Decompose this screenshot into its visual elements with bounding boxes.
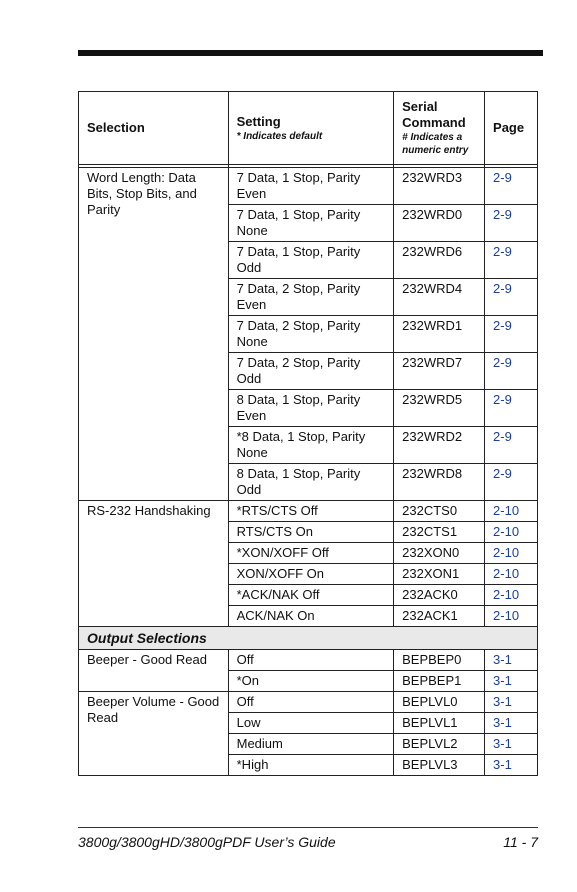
footer-guide-title: 3800g/3800gHD/3800gPDF User’s Guide <box>78 834 336 850</box>
page-link[interactable]: 3-1 <box>493 673 512 688</box>
section-title: Output Selections <box>79 627 538 650</box>
page-link[interactable]: 2-9 <box>493 466 512 481</box>
serial-command-cell: 232WRD4 <box>394 279 485 316</box>
serial-command-cell: 232XON0 <box>394 543 485 564</box>
setting-cell: *High <box>228 755 394 776</box>
serial-command-cell: BEPBEP0 <box>394 650 485 671</box>
setting-cell: 8 Data, 1 Stop, Parity Odd <box>228 464 394 501</box>
page-link[interactable]: 3-1 <box>493 715 512 730</box>
page-link[interactable]: 3-1 <box>493 652 512 667</box>
page-cell <box>485 168 538 205</box>
serial-command-cell: 232XON1 <box>394 564 485 585</box>
page-cell <box>485 755 538 776</box>
header-setting: Setting * Indicates default <box>228 92 394 165</box>
setting-cell: 7 Data, 2 Stop, Parity Odd <box>228 353 394 390</box>
serial-command-cell: BEPLVL2 <box>394 734 485 755</box>
setting-cell: Medium <box>228 734 394 755</box>
footer-page-number: 11 - 7 <box>503 834 538 850</box>
page-link[interactable]: 3-1 <box>493 736 512 751</box>
serial-command-cell: 232CTS0 <box>394 501 485 522</box>
serial-command-cell: BEPLVL3 <box>394 755 485 776</box>
page-link[interactable]: 2-10 <box>493 503 520 518</box>
serial-command-cell: 232WRD6 <box>394 242 485 279</box>
selection-cell: Word Length: Data Bits, Stop Bits, and Parity <box>79 168 229 501</box>
page-link[interactable]: 2-9 <box>493 355 512 370</box>
page-link[interactable]: 2-9 <box>493 429 512 444</box>
page-cell <box>485 692 538 713</box>
selection-cell: RS-232 Handshaking <box>79 501 229 627</box>
setting-cell: *On <box>228 671 394 692</box>
page-link[interactable]: 2-10 <box>493 608 520 623</box>
page-cell <box>485 464 538 501</box>
setting-cell: 7 Data, 2 Stop, Parity Even <box>228 279 394 316</box>
setting-cell: Off <box>228 650 394 671</box>
header-page: Page <box>485 92 538 165</box>
header-serial-command: Serial Command # Indicates a numeric entry <box>394 92 485 165</box>
setting-cell: XON/XOFF On <box>228 564 394 585</box>
serial-command-cell: BEPBEP1 <box>394 671 485 692</box>
table-row <box>79 692 538 713</box>
page-link[interactable]: 2-10 <box>493 545 520 560</box>
serial-command-cell: 232WRD5 <box>394 390 485 427</box>
setting-cell: 8 Data, 1 Stop, Parity Even <box>228 390 394 427</box>
page-cell <box>485 316 538 353</box>
table-row <box>79 168 538 205</box>
page-cell <box>485 390 538 427</box>
page-cell <box>485 606 538 627</box>
page-cell <box>485 564 538 585</box>
page-link[interactable]: 2-10 <box>493 524 520 539</box>
page-cell <box>485 671 538 692</box>
setting-cell: ACK/NAK On <box>228 606 394 627</box>
serial-command-cell: 232CTS1 <box>394 522 485 543</box>
page-cell <box>485 522 538 543</box>
page-cell <box>485 543 538 564</box>
setting-cell: Low <box>228 713 394 734</box>
selection-cell: Beeper - Good Read <box>79 650 229 692</box>
page-cell <box>485 734 538 755</box>
serial-command-cell: 232ACK0 <box>394 585 485 606</box>
page-link[interactable]: 2-10 <box>493 566 520 581</box>
page-link[interactable]: 2-9 <box>493 318 512 333</box>
setting-cell: 7 Data, 1 Stop, Parity Even <box>228 168 394 205</box>
page-link[interactable]: 2-10 <box>493 587 520 602</box>
top-rule <box>78 50 543 56</box>
setting-cell: 7 Data, 1 Stop, Parity None <box>228 205 394 242</box>
section-row <box>79 627 538 650</box>
command-table <box>78 91 538 776</box>
page-link[interactable]: 3-1 <box>493 694 512 709</box>
page-cell <box>485 279 538 316</box>
serial-command-cell: 232ACK1 <box>394 606 485 627</box>
setting-cell: *RTS/CTS Off <box>228 501 394 522</box>
page-cell <box>485 205 538 242</box>
setting-cell: *XON/XOFF Off <box>228 543 394 564</box>
page-cell <box>485 585 538 606</box>
table-row <box>79 501 538 522</box>
serial-command-cell: 232WRD3 <box>394 168 485 205</box>
serial-command-cell: 232WRD0 <box>394 205 485 242</box>
page-link[interactable]: 2-9 <box>493 392 512 407</box>
table-header-row <box>79 92 538 165</box>
setting-cell: 7 Data, 1 Stop, Parity Odd <box>228 242 394 279</box>
setting-cell: 7 Data, 2 Stop, Parity None <box>228 316 394 353</box>
page-link[interactable]: 2-9 <box>493 281 512 296</box>
page-cell <box>485 427 538 464</box>
page-cell <box>485 713 538 734</box>
table-row <box>79 650 538 671</box>
setting-cell: *8 Data, 1 Stop, Parity None <box>228 427 394 464</box>
serial-command-cell: BEPLVL0 <box>394 692 485 713</box>
page-link[interactable]: 2-9 <box>493 244 512 259</box>
selection-cell: Beeper Volume - Good Read <box>79 692 229 776</box>
page-link[interactable]: 3-1 <box>493 757 512 772</box>
page-cell <box>485 501 538 522</box>
serial-command-cell: 232WRD8 <box>394 464 485 501</box>
serial-command-cell: 232WRD2 <box>394 427 485 464</box>
page-link[interactable]: 2-9 <box>493 207 512 222</box>
setting-cell: RTS/CTS On <box>228 522 394 543</box>
page-link[interactable]: 2-9 <box>493 170 512 185</box>
header-selection: Selection <box>79 92 229 165</box>
page-cell <box>485 353 538 390</box>
serial-command-cell: 232WRD7 <box>394 353 485 390</box>
serial-command-cell: 232WRD1 <box>394 316 485 353</box>
footer-rule <box>78 827 538 828</box>
page-cell <box>485 650 538 671</box>
setting-cell: Off <box>228 692 394 713</box>
setting-cell: *ACK/NAK Off <box>228 585 394 606</box>
page-cell <box>485 242 538 279</box>
serial-command-cell: BEPLVL1 <box>394 713 485 734</box>
